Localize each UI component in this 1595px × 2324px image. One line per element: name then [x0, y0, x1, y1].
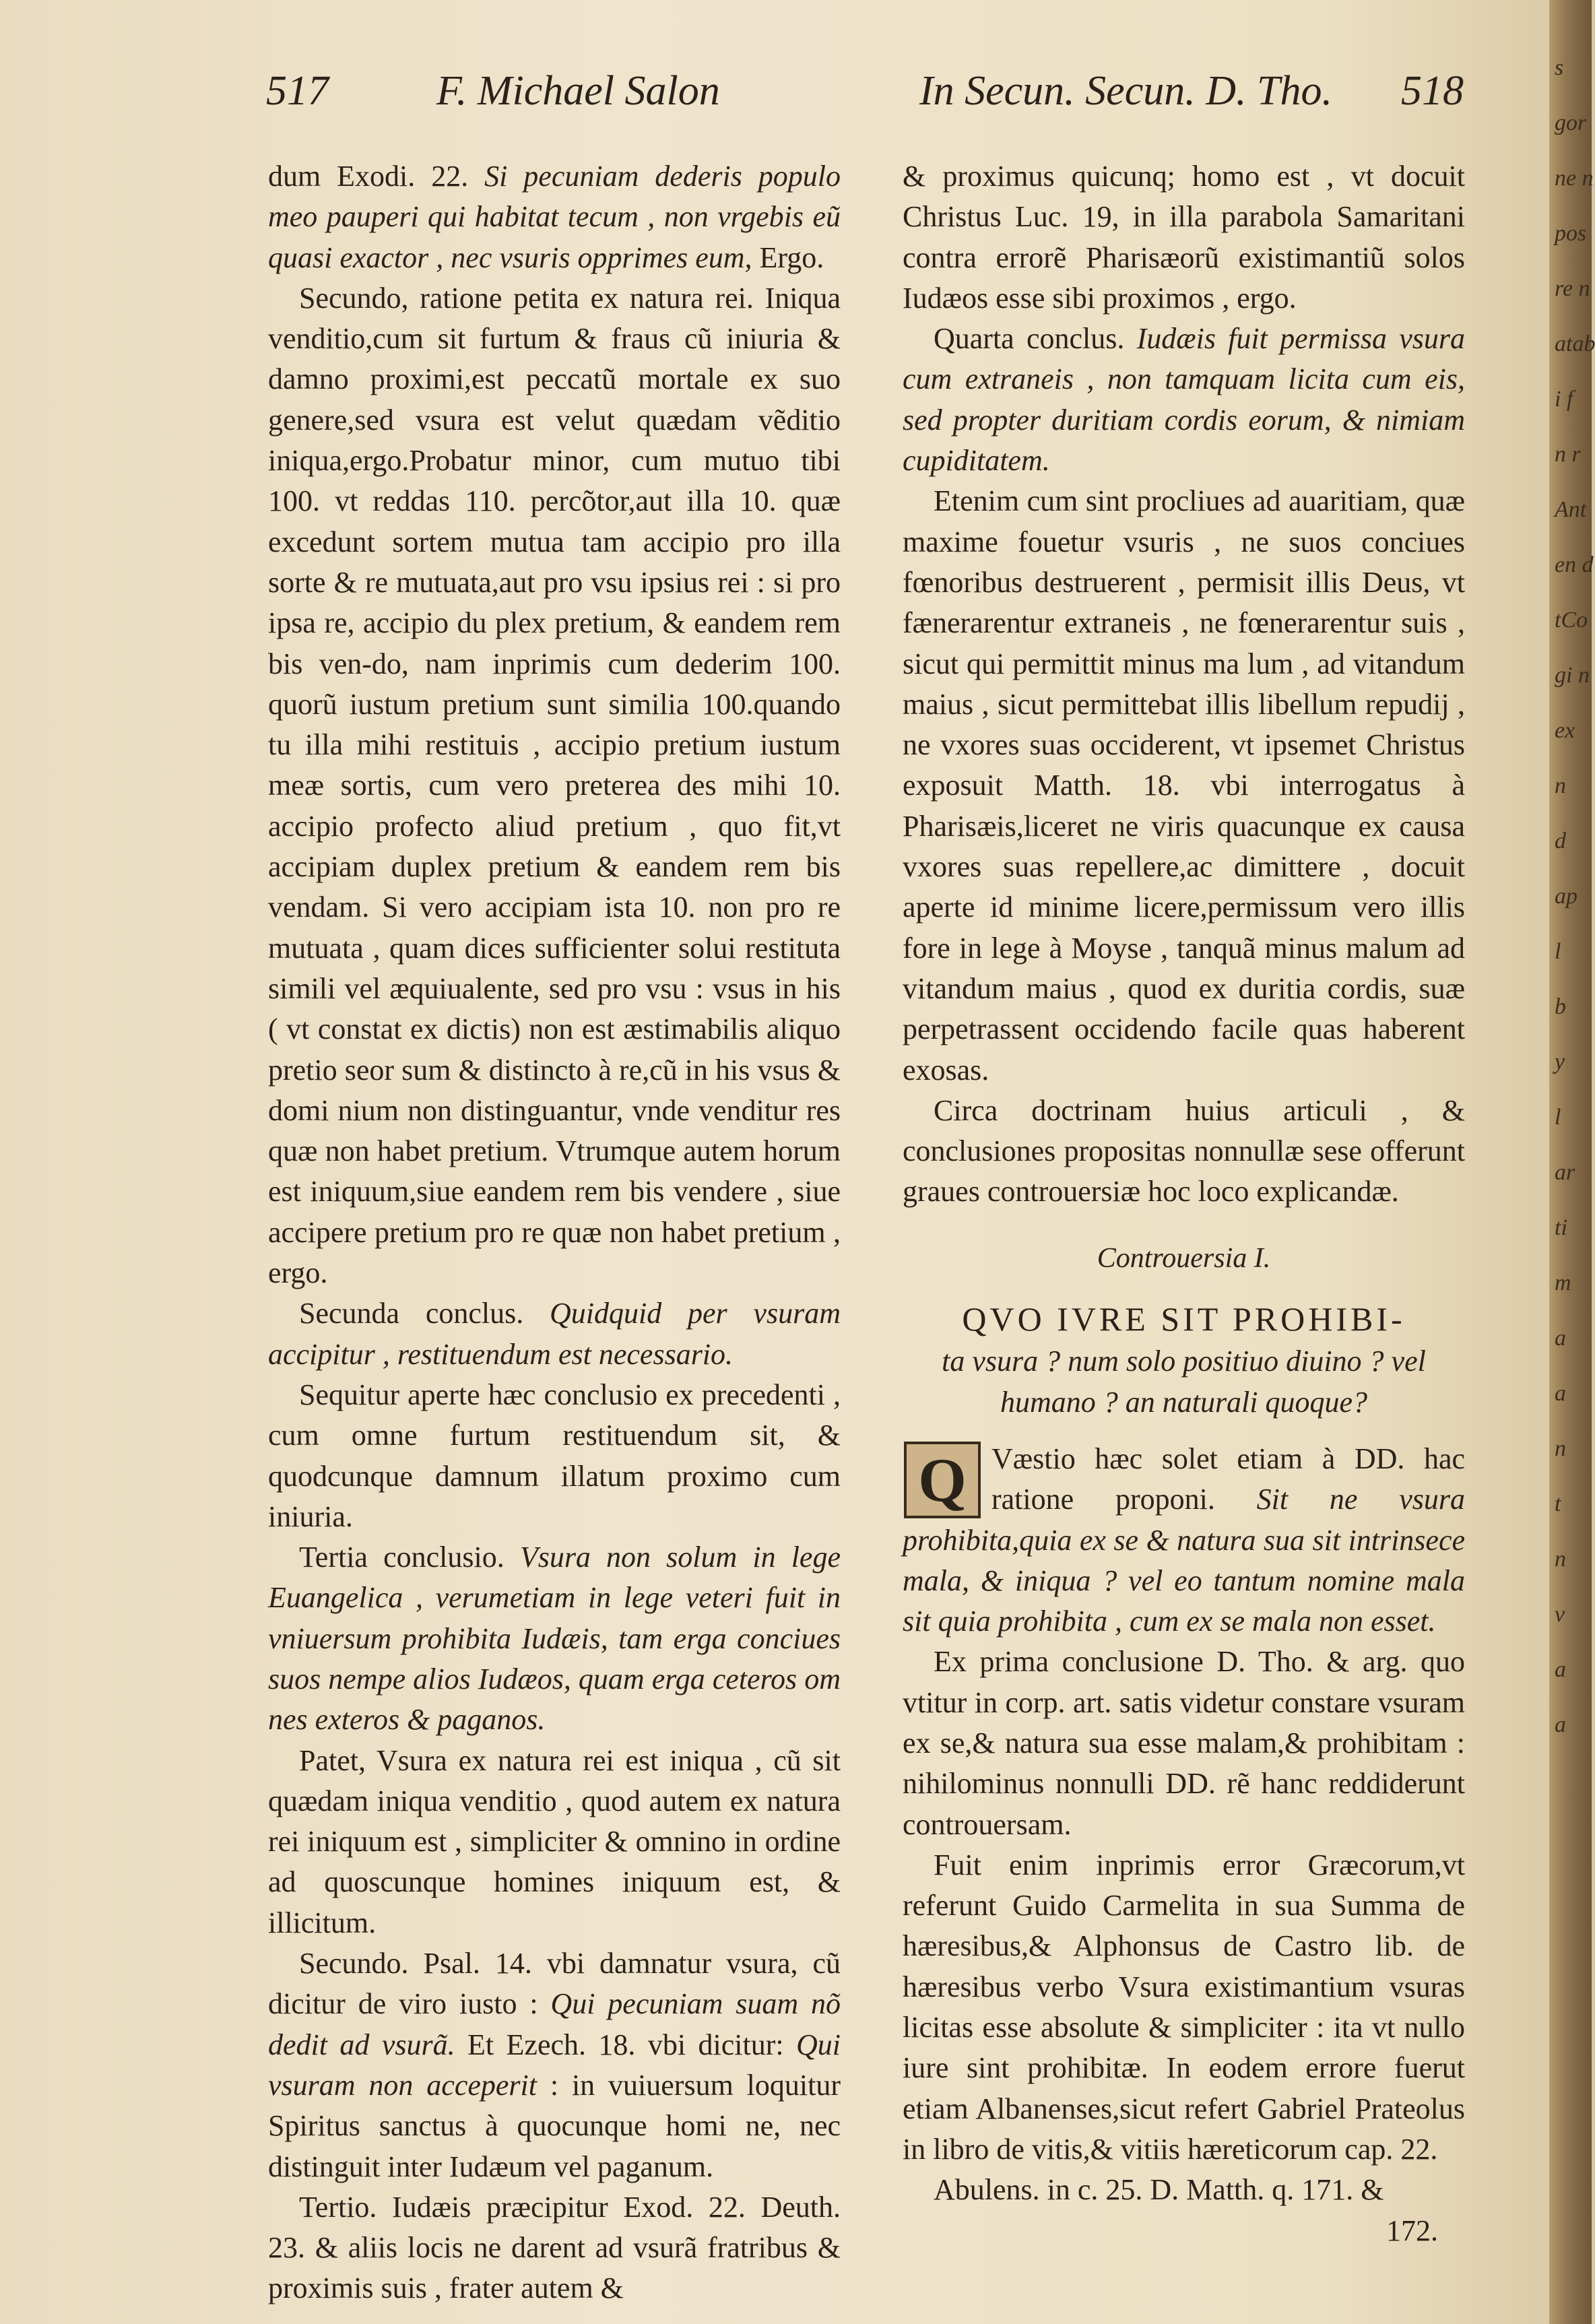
- edge-fragment: n: [1555, 773, 1566, 798]
- edge-fragment: y: [1555, 1050, 1565, 1074]
- paragraph: Circa doctrinam huius articuli , & conclusiones propositas nonnullæ sese offerunt graues controuersiæ hoc loco explicandæ.: [903, 1093, 1465, 1208]
- paragraph: Tertio. Iudæis præcipitur Exod. 22. Deuth. 23. & aliis locis ne darent ad vsurã fratribus & proximis suis , frater autem &: [268, 2190, 841, 2305]
- edge-fragment: gor: [1555, 110, 1587, 135]
- edge-fragment: ap: [1555, 884, 1577, 909]
- edge-fragment: t: [1555, 1491, 1561, 1516]
- edge-fragment: b: [1555, 994, 1566, 1019]
- paragraph: Patet, Vsura ex natura rei est iniqua , cũ sit quædam iniqua venditio , quod autem ex natura rei iniquum est , simpliciter & omnino in ordine ad quoscunque homines iniquum est, & illicitum.: [268, 1743, 841, 1939]
- edge-fragment: a: [1555, 1326, 1566, 1351]
- edge-fragment: atab: [1555, 331, 1595, 356]
- ornamental-drop-cap: Q: [904, 1442, 981, 1518]
- catchword: 172.: [1386, 2214, 1438, 2247]
- paragraph: & proximus quicunq; homo est , vt docuit Christus Luc. 19, in illa parabola Samaritani contra errorẽ Pharisæorũ existimantiũ solos Iudæos esse sibi proximos , ergo.: [903, 160, 1465, 315]
- paragraph: Secundo, ratione petita ex natura rei. Iniqua venditio,cum sit furtum & fraus cũ iniuria & damno proximi,est peccatũ mortale ex suo genere,sed vsura est velut quædam vẽditio iniqua,ergo.Probatur minor, cum mutuo tibi 100. vt reddas 110. percõtor,aut illa 10. quæ excedunt sortem mutua tam accipio pro illa sorte & re mutuata,aut pro vsu ipsius rei : si pro ipsa re, accipio du plex pretium, & eandem rem bis ven-do, nam inprimis cum dederim 100. quorũ iustum pretium sunt similia 100.quando tu illa mihi restituis , accipio pretium iustum meæ sortis, cum vero preterea des mihi 10. accipio profecto aliud pretium , quo fit,vt accipiam duplex pretium & eandem rem bis vendam. Si vero accipiam ista 10. non pro re mutuata , quam dices sufficienter solui restituta simili vel æquiualente, sed pro vsu : vsus in his ( vt constat ex dictis) non est æstimabilis aliquo pretio seor sum & distincto à re,cũ in his vsus & domi nium non distinguantur, vnde venditur res quæ non habet pretium. Vtrumque autem horum est iniquum,siue eandem rem bis vendere , siue accipere pretium pro re quæ non habet pretium , ergo.: [268, 281, 841, 1290]
- edge-fragment: ti: [1555, 1215, 1567, 1240]
- paragraph: dum Exodi. 22. Si pecuniam dederis populo meo pauperi qui habitat tecum , non vrgebis eũ quasi exactor , nec vsuris opprimes eum, Ergo.: [268, 160, 841, 274]
- edge-fragment: m: [1555, 1270, 1571, 1295]
- conclusion-paragraph: Tertia conclusio. Vsura non solum in lege Euangelica , verumetiam in lege veteri fuit in vniuersum prohibita Iudæis, tam erga conciues suos nempe alios Iudæos, quam erga ceteros om nes exteros & paganos.: [268, 1541, 841, 1737]
- conclusion-paragraph: Secunda conclus. Quidquid per vsuram accipitur , restituendum est necessario.: [268, 1297, 841, 1371]
- edge-fragment: v: [1555, 1602, 1565, 1627]
- edge-fragment: gi n: [1555, 663, 1590, 688]
- edge-fragment: Ant: [1555, 497, 1587, 522]
- edge-fragment: i f: [1555, 387, 1573, 412]
- paragraph: Q Væstio hæc solet etiam à DD. hac ratione proponi. Sit ne vsura prohibita,quia ex se & natura sua sit intrinsece mala, & iniqua ? vel eo tantum nomine mala sit quia prohibita , cum ex se mala non esset.: [903, 1442, 1465, 1638]
- facing-page-text-fragments: [1555, 40, 1595, 1753]
- edge-fragment: re n: [1555, 276, 1590, 301]
- conclusion-paragraph: Quarta conclus. Iudæis fuit permissa vsura cum extraneis , non tamquam licita cum eis, sed propter duritiam cordis eorum, & nimiam cupiditatem.: [903, 322, 1465, 478]
- edge-fragment: a: [1555, 1712, 1566, 1737]
- paragraph: Fuit enim inprimis error Græcorum,vt referunt Guido Carmelita in sua Summa de hæresibus,& Alphonsus de Castro lib. de hæresibus verbo Vsura existimantium vsuras licitas esse absolute & simpliciter : ita vt nullo iure sint prohibitæ. In eodem errore fuerut etiam Albanenses,sicut refert Gabriel Prateolus in libro de vitis,& vitiis hæreticorum cap. 22.: [903, 1848, 1465, 2166]
- paragraph: Secundo. Psal. 14. vbi damnatur vsura, cũ dicitur de viro iusto : Qui pecuniam suam nõ dedit ad vsurã. Et Ezech. 18. vbi dicitur: Qui vsuram non acceperit : in vuiuersum loquitur Spiritus sanctus à quocunque homi ne, nec distinguit inter Iudæum vel paganum.: [268, 1947, 841, 2183]
- edge-fragment: pos: [1555, 221, 1587, 246]
- edge-fragment: ar: [1555, 1160, 1575, 1185]
- edge-fragment: n: [1555, 1547, 1566, 1572]
- edge-fragment: tCo: [1555, 608, 1588, 633]
- right-column: [903, 156, 1465, 2251]
- edge-fragment: n r: [1555, 442, 1581, 467]
- edge-fragment: ne n: [1555, 166, 1594, 191]
- paragraph: Abulens. in c. 25. D. Matth. q. 171. &: [934, 2173, 1384, 2207]
- edge-fragment: a: [1555, 1657, 1566, 1682]
- edge-fragment: n: [1555, 1436, 1566, 1461]
- right-running-title: In Secun. Secun. D. Tho.: [919, 68, 1332, 114]
- edge-fragment: ex: [1555, 718, 1575, 743]
- edge-fragment: d: [1555, 829, 1566, 853]
- edge-fragment: en d: [1555, 552, 1594, 577]
- question-heading: QVO IVRE SIT PROHIBI- ta vsura ? num solo positiuo diuino ? vel humano ? an naturali quoque?: [942, 1300, 1426, 1419]
- facing-page-edge: [1549, 0, 1595, 2324]
- running-header: [0, 67, 1549, 141]
- left-column: [268, 156, 841, 2309]
- right-page-number: 518: [1401, 68, 1464, 114]
- paragraph: Sequitur aperte hæc conclusio ex precedenti , cum omne furtum restituendum sit, & quodcunque damnum illatum proximo cum iniuria.: [268, 1378, 841, 1533]
- edge-fragment: s: [1555, 55, 1564, 80]
- edge-fragment: l: [1555, 939, 1561, 964]
- edge-fragment: l: [1555, 1105, 1561, 1130]
- edge-fragment: a: [1555, 1381, 1566, 1406]
- controversy-heading: Controuersia I.: [1097, 1242, 1271, 1274]
- left-page-number: 517: [266, 68, 329, 114]
- paragraph: Ex prima conclusione D. Tho. & arg. quo vtitur in corp. art. satis videtur constare vsuram ex se,& natura sua esse malam,& prohibitam : nihilominus nonnulli DD. rẽ hanc reddiderunt controuersam.: [903, 1645, 1465, 1841]
- paragraph: Etenim cum sint procliues ad auaritiam, quæ maxime fouetur vsuris , ne suos conciues fœnoribus destruerent , permisit illis Deus, vt fænerarentur extraneis , ne fœnerarentur suis , sicut qui permittit minus ma lum , ad vitandum maius , sicut permittebat illis libellum repudij , ne vxores suas occiderent, vt ipsemet Christus exposuit Matth. 18. vbi interrogatus à Pharisæis,liceret ne viris quacunque ex causa vxores suas repellere,ac dimittere , docuit aperte id minime licere,permissum vero illis fore in lege à Moyse , tanquã minus malum ad vitandum maius , quod ex duritia cordis, suæ perpetrassent occidendo facile quas haberent exosas.: [903, 484, 1465, 1087]
- left-running-author: F. Michael Salon: [436, 68, 720, 114]
- scripture-quote: Si pecuniam dederis populo meo pauperi qui habitat tecum , non vrgebis eũ quasi exactor , nec vsuris opprimes eum,: [268, 160, 841, 274]
